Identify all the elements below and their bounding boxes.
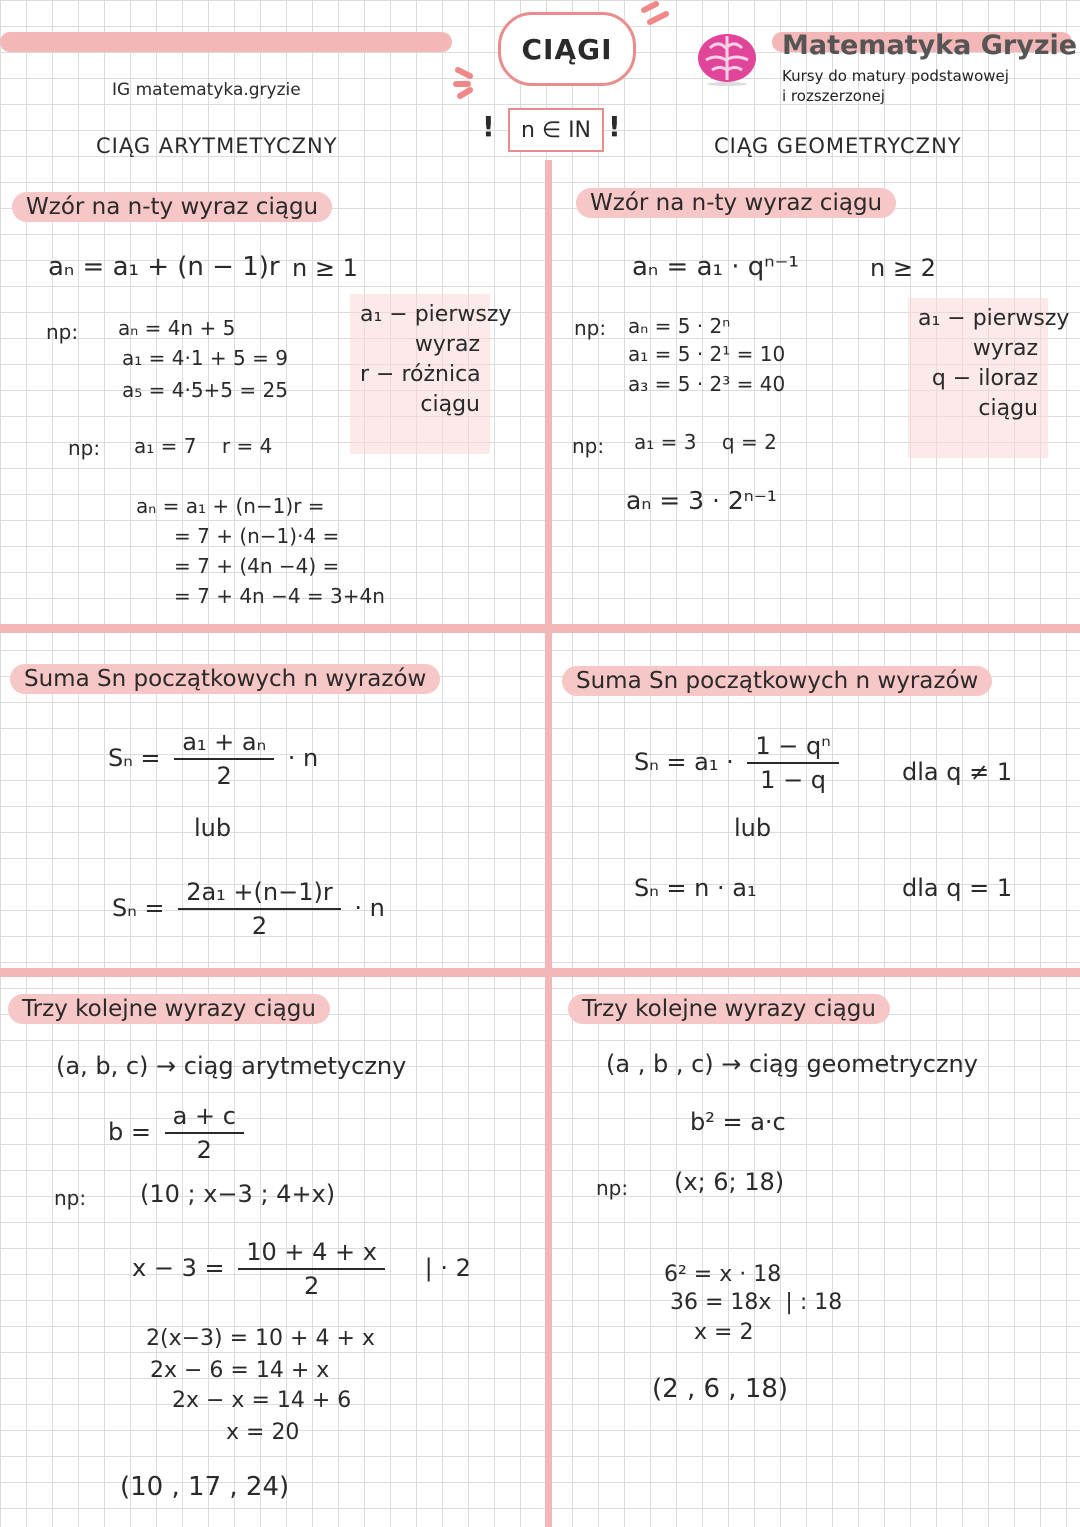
right-s2-cond-2: dla q = 1 [902,874,1013,902]
exclamation-right: ! [608,110,621,143]
right-s3-step-1: 6² = x · 18 [664,1262,782,1287]
left-s3-eq-num: 10 + 4 + x [238,1238,385,1270]
left-s1-calc-1: aₙ = a₁ + (n−1)r = [136,494,325,518]
left-s2-frac-1 [174,728,274,790]
brain-icon [696,30,758,86]
brand-subtitle: Kursy do matury podstawowej i rozszerzonej [782,67,1009,105]
left-s2-label: Suma Sn początkowych n wyrazów [10,664,440,694]
divider-2 [0,968,1080,977]
right-s3-result: (2 , 6 , 18) [652,1374,789,1404]
left-s2-frac-2 [178,878,341,940]
right-s2-formula-2: Sₙ = n · a₁ [634,874,757,902]
right-s1-ex-3: a₃ = 5 · 2³ = 40 [628,372,786,396]
left-s1-ex-3: a₅ = 4·5+5 = 25 [122,378,288,402]
left-s3-step-4: x = 20 [226,1420,300,1445]
right-s1-formula: aₙ = a₁ · qⁿ⁻¹ [632,252,799,282]
right-s2-f1-den: 1 − q [760,766,827,794]
left-s3-b: b = [108,1118,151,1146]
right-heading: CIĄG GEOMETRYCZNY [714,134,962,158]
right-s2-frac [747,732,838,794]
left-s2-formula-2 [112,878,385,940]
left-s2-formula-1 [108,728,318,790]
right-s1-ex-2: a₁ = 5 · 2¹ = 10 [628,342,786,366]
right-s1-np2: np: [572,434,605,458]
left-s1-note: a₁ − pierwszy wyraz r − różnica ciągu [350,294,490,454]
left-s3-equation [132,1238,471,1300]
deco-dashes-right [638,0,678,28]
left-s3-np: np: [54,1186,87,1210]
left-s3-eq-frac [238,1238,385,1300]
left-s2-f2-num: 2a₁ +(n−1)r [178,878,341,910]
right-s1-ex-1: aₙ = 5 · 2ⁿ [628,314,731,338]
right-s2-formula-1 [634,732,845,794]
left-s2-f1-num: a₁ + aₙ [174,728,274,760]
right-s1-ex2: a₁ = 3 q = 2 [634,430,777,454]
natural-number-condition: n ∈ IN [508,108,604,152]
left-s1-np2: np: [68,436,101,460]
right-s1-calc: aₙ = 3 · 2ⁿ⁻¹ [626,486,777,515]
right-s2-cond-1: dla q ≠ 1 [902,758,1013,786]
left-s3-line: (a, b, c) → ciąg arytmetyczny [56,1052,407,1080]
center-divider [545,160,552,1527]
top-bar-left [0,32,452,52]
right-s2-label: Suma Sn początkowych n wyrazów [562,666,992,696]
right-s1-note: a₁ − pierwszy wyraz q − iloraz ciągu [908,298,1048,458]
right-s3-line: (a , b , c) → ciąg geometryczny [606,1050,978,1078]
exclamation-left: ! [482,110,495,143]
left-s1-ex-1: aₙ = 4n + 5 [118,316,236,340]
left-s1-calc-3: = 7 + (4n −4) = [174,554,340,578]
right-s3-step-3: x = 2 [694,1320,754,1345]
left-s3-eq-left: x − 3 = [132,1254,225,1282]
left-s3-b-num: a + c [165,1102,244,1134]
left-s3-eq-mul: | · 2 [424,1254,471,1282]
right-s3-b: b² = a·c [690,1108,786,1136]
left-s1-ex-2: a₁ = 4·1 + 5 = 9 [122,346,288,370]
right-s3-ex: (x; 6; 18) [674,1168,785,1196]
left-s3-step-1: 2(x−3) = 10 + 4 + x [146,1326,375,1351]
left-s1-calc-4: = 7 + 4n −4 = 3+4n [174,584,385,608]
left-s2-f1-den: 2 [216,762,232,790]
left-heading: CIĄG ARYTMETYCZNY [96,134,338,158]
left-s2-f2-tail: · n [354,894,385,922]
left-s3-step-2: 2x − 6 = 14 + x [150,1358,330,1383]
left-s3-b-frac [165,1102,244,1164]
right-s3-np: np: [596,1176,629,1200]
left-s2-f1-tail: · n [287,744,319,772]
left-s2-f2-den: 2 [251,912,268,940]
right-s2-f1-num: 1 − qⁿ [747,732,838,764]
right-s3-label: Trzy kolejne wyrazy ciągu [568,994,890,1024]
left-s3-ex: (10 ; x−3 ; 4+x) [140,1180,336,1208]
left-s2-lub: lub [194,814,232,842]
right-s1-np: np: [574,316,607,340]
brand-name: Matematyka Gryzie [782,30,1078,61]
left-s1-calc-2: = 7 + (n−1)·4 = [174,524,340,548]
right-s2-lub: lub [734,814,772,842]
right-s1-label: Wzór na n-ty wyraz ciągu [576,188,896,218]
left-s1-ex2: a₁ = 7 r = 4 [134,434,273,458]
left-s1-formula: aₙ = a₁ + (n − 1)r [48,252,280,282]
divider-1 [0,624,1080,633]
left-s3-b-den: 2 [196,1136,212,1164]
ig-handle: IG matematyka.gryzie [112,80,301,100]
left-s3-step-3: 2x − x = 14 + 6 [172,1388,352,1413]
left-s1-np: np: [46,320,79,344]
left-s3-eq-den: 2 [303,1272,320,1300]
right-s1-condition: n ≥ 2 [870,254,936,282]
left-s1-label: Wzór na n-ty wyraz ciągu [12,192,332,222]
left-s2-sn: Sₙ = [108,744,161,772]
right-s2-sn: Sₙ = a₁ · [634,748,734,776]
left-s2-sn-2: Sₙ = [112,894,165,922]
deco-dashes-left [452,60,492,100]
page-title: CIĄGI [498,12,636,86]
left-s3-b-formula [108,1102,250,1164]
left-s1-condition: n ≥ 1 [292,254,358,282]
left-s3-label: Trzy kolejne wyrazy ciągu [8,994,330,1024]
right-s3-step-2: 36 = 18x | : 18 [670,1290,843,1315]
left-s3-result: (10 , 17 , 24) [120,1472,290,1502]
